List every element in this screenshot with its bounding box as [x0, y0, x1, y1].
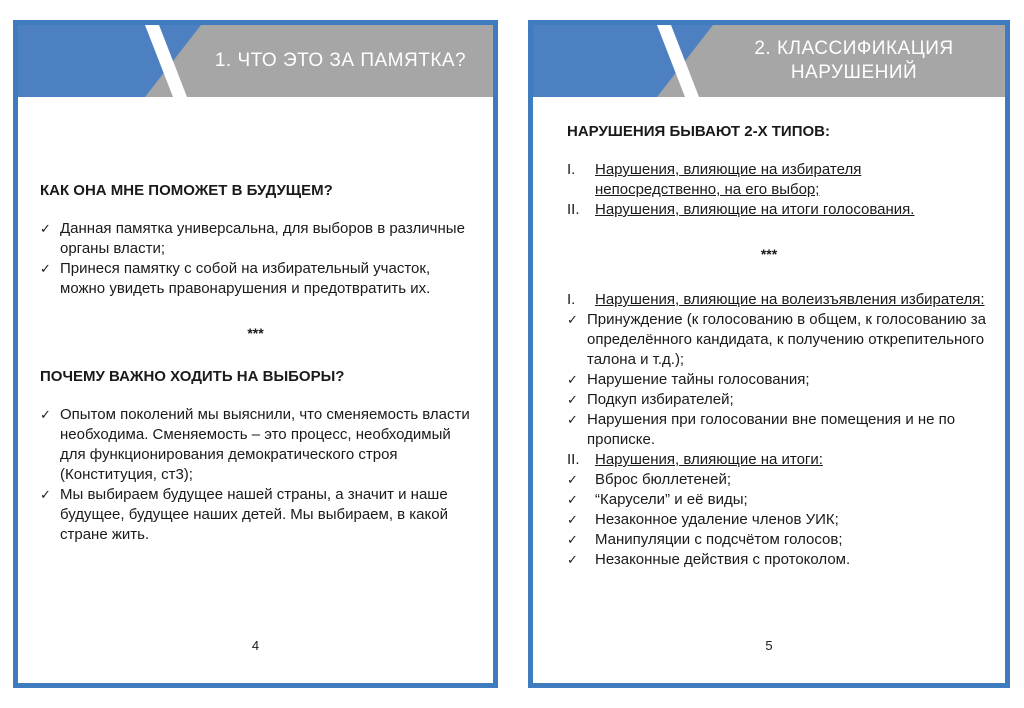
list-item-text: Нарушения при голосовании вне помещения и не по прописке.: [587, 411, 956, 448]
group-number: I.: [567, 291, 576, 308]
list-item-text: Принеся памятку с собой на избирательный участок, можно увидеть правонарушения и предотвратить их.: [60, 260, 431, 297]
check-icon: ✓: [40, 221, 51, 236]
page-number: 4: [251, 638, 260, 653]
list-item: [567, 470, 989, 490]
list-item: [567, 410, 989, 450]
list-item-text: Нарушения, влияющие на избирателя непосредственно, на его выбор;: [595, 161, 862, 198]
list-item-text: “Карусели” и её виды;: [595, 491, 748, 508]
list-item: [567, 550, 989, 570]
section-how-it-helps: [40, 182, 475, 299]
page-header: [18, 25, 493, 97]
group-number: II.: [567, 451, 580, 468]
list-item: [567, 160, 989, 200]
checklist: [567, 470, 989, 570]
section-violation-groups: [567, 290, 989, 570]
list-item: [567, 510, 989, 530]
group-label: Нарушения, влияющие на волеизъявления избирателя:: [595, 291, 985, 308]
list-item: [40, 405, 475, 485]
list-item-text: Незаконное удаление членов УИК;: [595, 511, 839, 528]
group-heading: [567, 290, 989, 310]
list-item: [40, 259, 475, 299]
page-4: [13, 20, 498, 688]
checklist: [40, 405, 475, 545]
check-icon: ✓: [40, 487, 51, 502]
list-number: I.: [567, 161, 576, 178]
section-why-vote: [40, 368, 475, 545]
check-icon: ✓: [567, 532, 578, 547]
page-title-line: 2. КЛАССИФИКАЦИЯ: [754, 38, 954, 59]
check-icon: ✓: [567, 512, 578, 527]
checklist: [40, 219, 475, 299]
list-item-text: Данная памятка универсальна, для выборов в различные органы власти;: [60, 220, 465, 257]
divider-stars: [18, 325, 493, 341]
page-title-line: НАРУШЕНИЙ: [790, 62, 918, 83]
list-item: [567, 310, 989, 370]
check-icon: ✓: [567, 552, 578, 567]
checklist: [567, 310, 989, 450]
list-item-text: Нарушение тайны голосования;: [587, 371, 810, 388]
check-icon: ✓: [567, 472, 578, 487]
list-item-text: Вброс бюллетеней;: [595, 471, 732, 488]
check-icon: ✓: [40, 407, 51, 422]
list-item: [567, 370, 989, 390]
check-icon: ✓: [567, 412, 578, 427]
page-5: [528, 20, 1010, 688]
check-icon: ✓: [40, 261, 51, 276]
list-item-text: Незаконные действия с протоколом.: [595, 551, 851, 568]
section-heading: НАРУШЕНИЯ БЫВАЮТ 2-Х ТИПОВ:: [567, 123, 830, 140]
list-item-text: Мы выбираем будущее нашей страны, а значит и наше будущее, будущее наших детей. Мы выбираем, в какой стране жить.: [60, 486, 448, 543]
check-icon: ✓: [567, 392, 578, 407]
list-number: II.: [567, 201, 580, 218]
check-icon: ✓: [567, 372, 578, 387]
section-heading: ПОЧЕМУ ВАЖНО ХОДИТЬ НА ВЫБОРЫ?: [40, 368, 345, 385]
section-violation-types: [567, 123, 989, 220]
list-item: [40, 485, 475, 545]
list-item: [40, 219, 475, 259]
list-item: [567, 530, 989, 550]
group-label: Нарушения, влияющие на итоги:: [595, 451, 823, 468]
check-icon: ✓: [567, 492, 578, 507]
page-title: [703, 25, 1005, 97]
section-heading: КАК ОНА МНЕ ПОМОЖЕТ В БУДУЩЕМ?: [40, 182, 333, 199]
list-item-text: Нарушения, влияющие на итоги голосования.: [595, 201, 915, 218]
page-title: 1. ЧТО ЭТО ЗА ПАМЯТКА?: [214, 50, 467, 71]
stars-divider: ***: [247, 325, 264, 341]
page-number: 5: [765, 638, 773, 653]
list-item-text: Подкуп избирателей;: [587, 391, 734, 408]
list-item-text: Опытом поколений мы выяснили, что сменяемость власти необходима. Сменяемость – это процесс, необходимый для функционирования демократического строя (Конституция, ст3);: [60, 406, 470, 483]
page-header: [533, 25, 1005, 97]
types-list: [567, 160, 989, 220]
check-icon: ✓: [567, 312, 578, 327]
group-heading: [567, 450, 989, 470]
list-item-text: Принуждение (к голосованию в общем, к голосованию за определённого кандидата, к получению открепительного талона и т.д.);: [587, 311, 986, 368]
stars-divider: ***: [760, 246, 778, 262]
divider-stars: [533, 246, 1005, 262]
list-item: [567, 390, 989, 410]
list-item: [567, 200, 989, 220]
list-item: [567, 490, 989, 510]
list-item-text: Манипуляции с подсчётом голосов;: [595, 531, 843, 548]
